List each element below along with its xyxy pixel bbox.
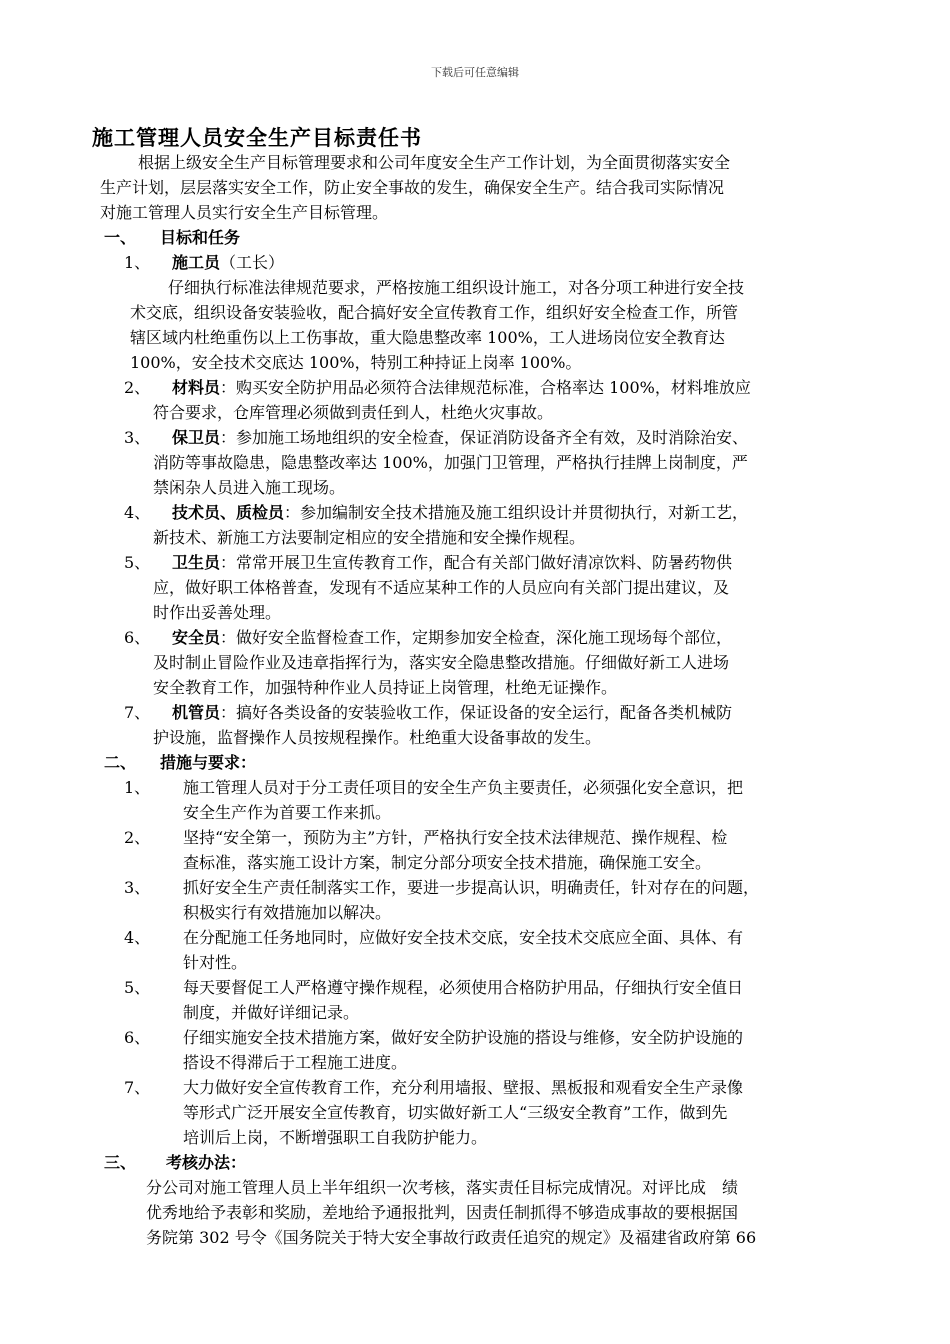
item-line: 培训后上岗，不断增强职工自我防护能力。 bbox=[183, 1128, 488, 1147]
section-1-title: 目标和任务 bbox=[160, 228, 241, 247]
role-name: 卫生员 bbox=[172, 553, 221, 572]
item-number: 5、 bbox=[124, 978, 151, 997]
item-line: 禁闲杂人员进入施工现场。 bbox=[153, 478, 346, 497]
item-text: 搞好各类设备的安装验收工作，保证设备的安全运行，配备各类机械防 bbox=[236, 703, 733, 722]
item-line: 安全生产作为首要工作来抓。 bbox=[183, 803, 392, 822]
item-line: 仔细实施安全技术措施方案，做好安全防护设施的搭设与维修，安全防护设施的 bbox=[183, 1028, 744, 1047]
separator: ： bbox=[220, 428, 237, 447]
role-suffix: （工长） bbox=[220, 253, 285, 272]
separator: ： bbox=[220, 553, 237, 572]
document-title: 施工管理人员安全生产目标责任书 bbox=[92, 126, 422, 150]
item-line: 符合要求，仓库管理必须做到责任到人，杜绝火灾事故。 bbox=[153, 403, 554, 422]
item-number: 4、 bbox=[124, 503, 151, 522]
item-line: 等形式广泛开展安全宣传教育，切实做好新工人“三级安全教育”工作，做到先 bbox=[183, 1103, 728, 1122]
intro-line: 对施工管理人员实行安全生产目标管理。 bbox=[100, 203, 389, 222]
separator: ： bbox=[220, 378, 237, 397]
intro-line: 根据上级安全生产目标管理要求和公司年度安全生产工作计划，为全面贯彻落实安全 bbox=[138, 153, 731, 172]
section-2-title: 措施与要求： bbox=[160, 753, 257, 772]
item-line: 100%，安全技术交底达 100%，特别工种持证上岗率 100%。 bbox=[130, 353, 582, 372]
section-2-number: 二、 bbox=[104, 753, 137, 772]
item-text: 参加施工场地组织的安全检查，保证消防设备齐全有效，及时消除治安、 bbox=[236, 428, 749, 447]
item-line: 搭设不得滞后于工程施工进度。 bbox=[183, 1053, 408, 1072]
item-line: 施工管理人员对于分工责任项目的安全生产负主要责任，必须强化安全意识，把 bbox=[183, 778, 744, 797]
item-number: 6、 bbox=[124, 628, 151, 647]
section-3-title: 考核办法： bbox=[166, 1153, 247, 1172]
section-3-number: 三、 bbox=[104, 1153, 137, 1172]
item-line: 辖区域内杜绝重伤以上工伤事故，重大隐患整改率 100%，工人进场岗位安全教育达 bbox=[130, 328, 725, 347]
item-line: 每天要督促工人严格遵守操作规程，必须使用合格防护用品，仔细执行安全值日 bbox=[183, 978, 744, 997]
item-line: 抓好安全生产责任制落实工作，要进一步提高认识，明确责任，针对存在的问题， bbox=[183, 878, 760, 897]
item-text: 购买安全防护用品必须符合法律规范标准，合格率达 100%，材料堆放应 bbox=[236, 378, 751, 397]
item-number: 5、 bbox=[124, 553, 151, 572]
item-line: 制度，并做好详细记录。 bbox=[183, 1003, 360, 1022]
item-line: 及时制止冒险作业及违章指挥行为，落实安全隐患整改措施。仔细做好新工人进场 bbox=[153, 653, 730, 672]
separator: ： bbox=[220, 703, 237, 722]
role-line bbox=[172, 251, 284, 275]
role-name: 安全员 bbox=[172, 628, 221, 647]
page-header: 下载后可任意编辑 bbox=[431, 66, 519, 79]
role-name: 机管员 bbox=[172, 703, 221, 722]
role-name: 保卫员 bbox=[172, 428, 221, 447]
role-name: 技术员、质检员 bbox=[172, 503, 285, 522]
item-line bbox=[172, 376, 751, 400]
item-line: 应，做好职工体格普查，发现有不适应某种工作的人员应向有关部门提出建议，及 bbox=[153, 578, 730, 597]
role-name: 施工员 bbox=[172, 253, 221, 272]
item-line: 新技术、新施工方法要制定相应的安全措施和安全操作规程。 bbox=[153, 528, 586, 547]
item-number: 2、 bbox=[124, 378, 151, 397]
item-line: 坚持“安全第一，预防为主”方针，严格执行安全技术法律规范、操作规程、检 bbox=[183, 828, 728, 847]
item-number: 2、 bbox=[124, 828, 151, 847]
item-number: 3、 bbox=[124, 878, 151, 897]
item-line: 在分配施工任务地同时，应做好安全技术交底，安全技术交底应全面、具体、有 bbox=[183, 928, 744, 947]
intro-line: 生产计划，层层落实安全工作，防止安全事故的发生，确保安全生产。结合我司实际情况 bbox=[100, 178, 725, 197]
separator: ： bbox=[220, 628, 237, 647]
item-number: 1、 bbox=[124, 778, 151, 797]
item-line: 查标准，落实施工设计方案，制定分部分项安全技术措施，确保施工安全。 bbox=[183, 853, 712, 872]
item-number: 4、 bbox=[124, 928, 151, 947]
item-line: 护设施，监督操作人员按规程操作。杜绝重大设备事故的发生。 bbox=[153, 728, 602, 747]
item-line bbox=[172, 551, 732, 575]
section-3-line: 优秀地给予表彰和奖励，差地给予通报批判，因责任制抓得不够造成事故的要根据国 bbox=[146, 1203, 739, 1222]
item-line: 仔细执行标准法律规范要求，严格按施工组织设计施工，对各分项工种进行安全技 bbox=[168, 278, 745, 297]
role-name: 材料员 bbox=[172, 378, 221, 397]
item-line: 针对性。 bbox=[183, 953, 248, 972]
section-3-line: 分公司对施工管理人员上半年组织一次考核，落实责任目标完成情况。对评比成 绩 bbox=[146, 1178, 739, 1197]
item-line bbox=[172, 426, 748, 450]
item-number: 7、 bbox=[124, 1078, 151, 1097]
item-number: 1、 bbox=[124, 253, 151, 272]
section-1-number: 一、 bbox=[104, 228, 137, 247]
item-number: 7、 bbox=[124, 703, 151, 722]
item-line bbox=[172, 501, 748, 525]
item-line: 消防等事故隐患，隐患整改率达 100%，加强门卫管理，严格执行挂牌上岗制度，严 bbox=[153, 453, 748, 472]
item-number: 6、 bbox=[124, 1028, 151, 1047]
item-text: 常常开展卫生宣传教育工作，配合有关部门做好清凉饮料、防暑药物供 bbox=[236, 553, 733, 572]
item-number: 3、 bbox=[124, 428, 151, 447]
item-text: 做好安全监督检查工作，定期参加安全检查，深化施工现场每个部位， bbox=[236, 628, 733, 647]
item-line: 安全教育工作，加强特种作业人员持证上岗管理，杜绝无证操作。 bbox=[153, 678, 618, 697]
item-line: 时作出妥善处理。 bbox=[153, 603, 282, 622]
item-line: 术交底，组织设备安装验收，配合搞好安全宣传教育工作，组织好安全检查工作，所管 bbox=[130, 303, 739, 322]
item-line bbox=[172, 701, 732, 725]
item-line: 大力做好安全宣传教育工作，充分利用墙报、壁报、黑板报和观看安全生产录像 bbox=[183, 1078, 744, 1097]
item-line: 积极实行有效措施加以解决。 bbox=[183, 903, 392, 922]
item-text: 参加编制安全技术措施及施工组织设计并贯彻执行，对新工艺， bbox=[300, 503, 749, 522]
section-3-line: 务院第 302 号令《国务院关于特大安全事故行政责任追究的规定》及福建省政府第 66 bbox=[146, 1228, 757, 1247]
item-line bbox=[172, 626, 732, 650]
separator: ： bbox=[284, 503, 301, 522]
